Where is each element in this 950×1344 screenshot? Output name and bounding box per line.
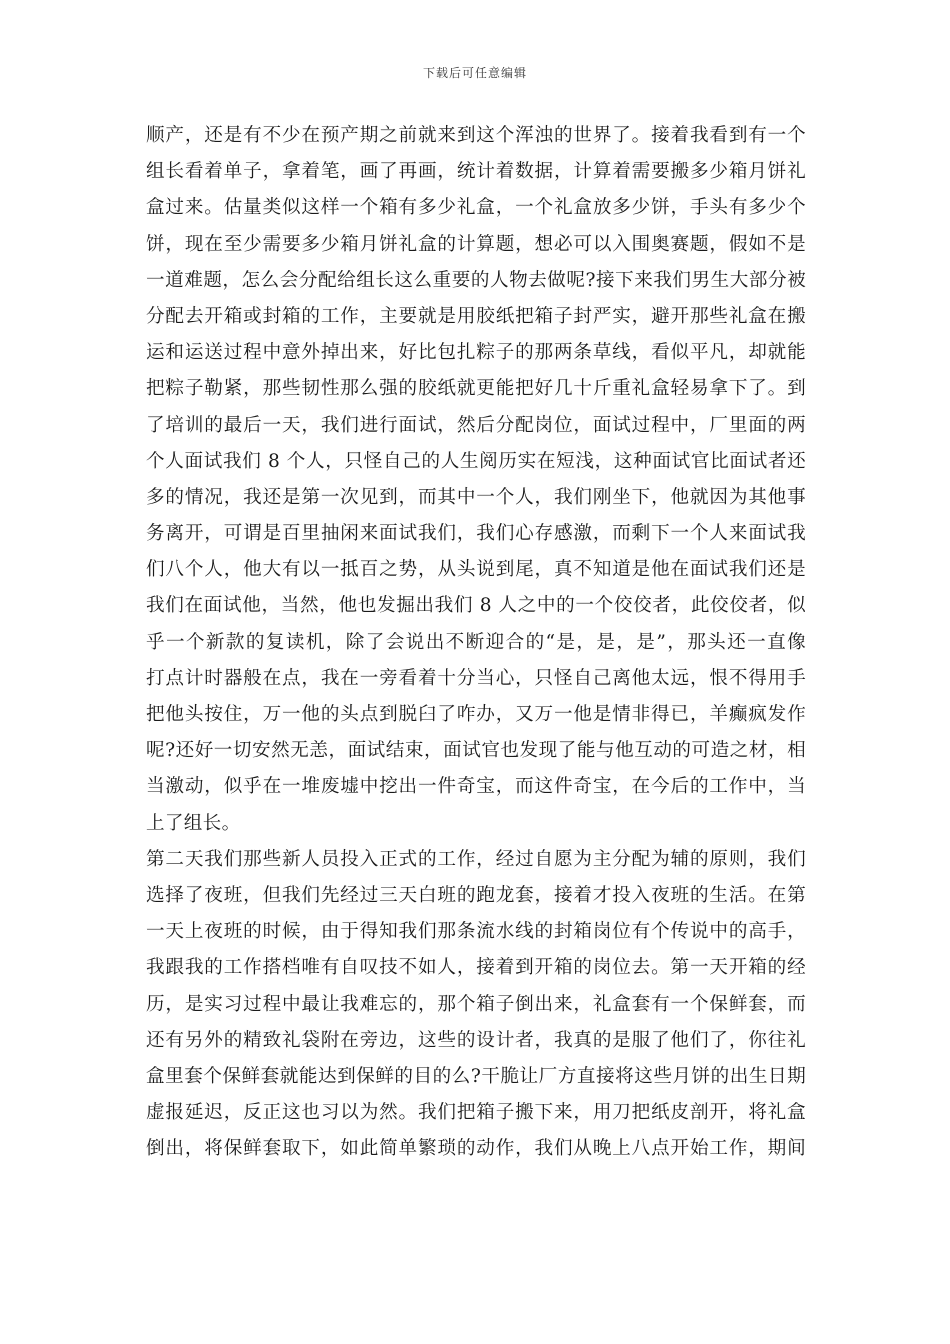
text-line: 我跟我的工作搭档唯有自叹技不如人，接着到开箱的岗位去。第一天开箱的经 xyxy=(146,957,806,979)
text-line: 还有另外的精致礼袋附在旁边，这些的设计者，我真的是服了他们了，你往礼 xyxy=(146,1029,806,1051)
text-line: 分配去开箱或封箱的工作，主要就是用胶纸把箱子封严实，避开那些礼盒在搬 xyxy=(146,305,806,327)
text-line: 当激动，似乎在一堆废墟中挖出一件奇宝，而这件奇宝，在今后的工作中，当 xyxy=(146,776,806,798)
text-line: 了培训的最后一天，我们进行面试，然后分配岗位，面试过程中，厂里面的两 xyxy=(146,414,806,436)
page-header: 下载后可任意编辑 xyxy=(422,66,527,80)
text-line: 上了组长。 xyxy=(146,812,241,834)
text-line: 我们在面试他，当然，他也发掘出我们 8 人之中的一个佼佼者，此佼佼者，似 xyxy=(146,595,806,617)
text-line: 务离开，可谓是百里抽闲来面试我们，我们心存感激，而剩下一个人来面试我 xyxy=(146,523,806,545)
text-line: 呢?还好一切安然无恙，面试结束，面试官也发现了能与他互动的可造之材，相 xyxy=(146,740,806,762)
text-line: 把粽子勒紧，那些韧性那么强的胶纸就更能把好几十斤重礼盒轻易拿下了。到 xyxy=(146,378,806,400)
text-line: 盒过来。估量类似这样一个箱有多少礼盒，一个礼盒放多少饼，手头有多少个 xyxy=(146,197,806,219)
text-line: 运和运送过程中意外掉出来，好比包扎粽子的那两条草线，看似平凡，却就能 xyxy=(146,342,806,364)
text-line: 盒里套个保鲜套就能达到保鲜的目的么?干脆让厂方直接将这些月饼的出生日期 xyxy=(146,1065,806,1087)
text-line: 们八个人，他大有以一抵百之势，从头说到尾，真不知道是他在面试我们还是 xyxy=(146,559,806,581)
text-line: 历，是实习过程中最让我难忘的，那个箱子倒出来，礼盒套有一个保鲜套，而 xyxy=(146,993,806,1015)
text-line: 第二天我们那些新人员投入正式的工作，经过自愿为主分配为辅的原则，我们 xyxy=(146,848,806,870)
text-line: 倒出，将保鲜套取下，如此简单繁琐的动作，我们从晚上八点开始工作，期间 xyxy=(146,1138,806,1160)
text-line: 打点计时器般在点，我在一旁看着十分当心，只怪自己离他太远，恨不得用手 xyxy=(146,667,806,689)
text-line: 饼，现在至少需要多少箱月饼礼盒的计算题，想必可以入围奥赛题，假如不是 xyxy=(146,233,806,255)
body-text xyxy=(146,118,806,1167)
text-line: 虚报延迟，反正这也习以为然。我们把箱子搬下来，用刀把纸皮剖开，将礼盒 xyxy=(146,1102,806,1124)
text-line: 把他头按住，万一他的头点到脱臼了咋办，又万一他是情非得已，羊癫疯发作 xyxy=(146,704,806,725)
text-line: 乎一个新款的复读机，除了会说出不断迎合的“是，是，是”，那头还一直像 xyxy=(146,631,806,653)
text-line: 一天上夜班的时候，由于得知我们那条流水线的封箱岗位有个传说中的高手， xyxy=(146,921,806,943)
text-line: 多的情况，我还是第一次见到，而其中一个人，我们刚坐下，他就因为其他事 xyxy=(146,486,806,508)
text-line: 选择了夜班，但我们先经过三天白班的跑龙套，接着才投入夜班的生活。在第 xyxy=(146,884,806,906)
text-line: 组长看着单子，拿着笔，画了再画，统计着数据，计算着需要搬多少箱月饼礼 xyxy=(146,161,806,183)
text-line: 个人面试我们 8 个人，只怪自己的人生阅历实在短浅，这种面试官比面试者还 xyxy=(146,450,806,472)
text-line: 顺产，还是有不少在预产期之前就来到这个浑浊的世界了。接着我看到有一个 xyxy=(146,125,806,146)
text-line: 一道难题，怎么会分配给组长这么重要的人物去做呢?接下来我们男生大部分被 xyxy=(146,269,806,291)
